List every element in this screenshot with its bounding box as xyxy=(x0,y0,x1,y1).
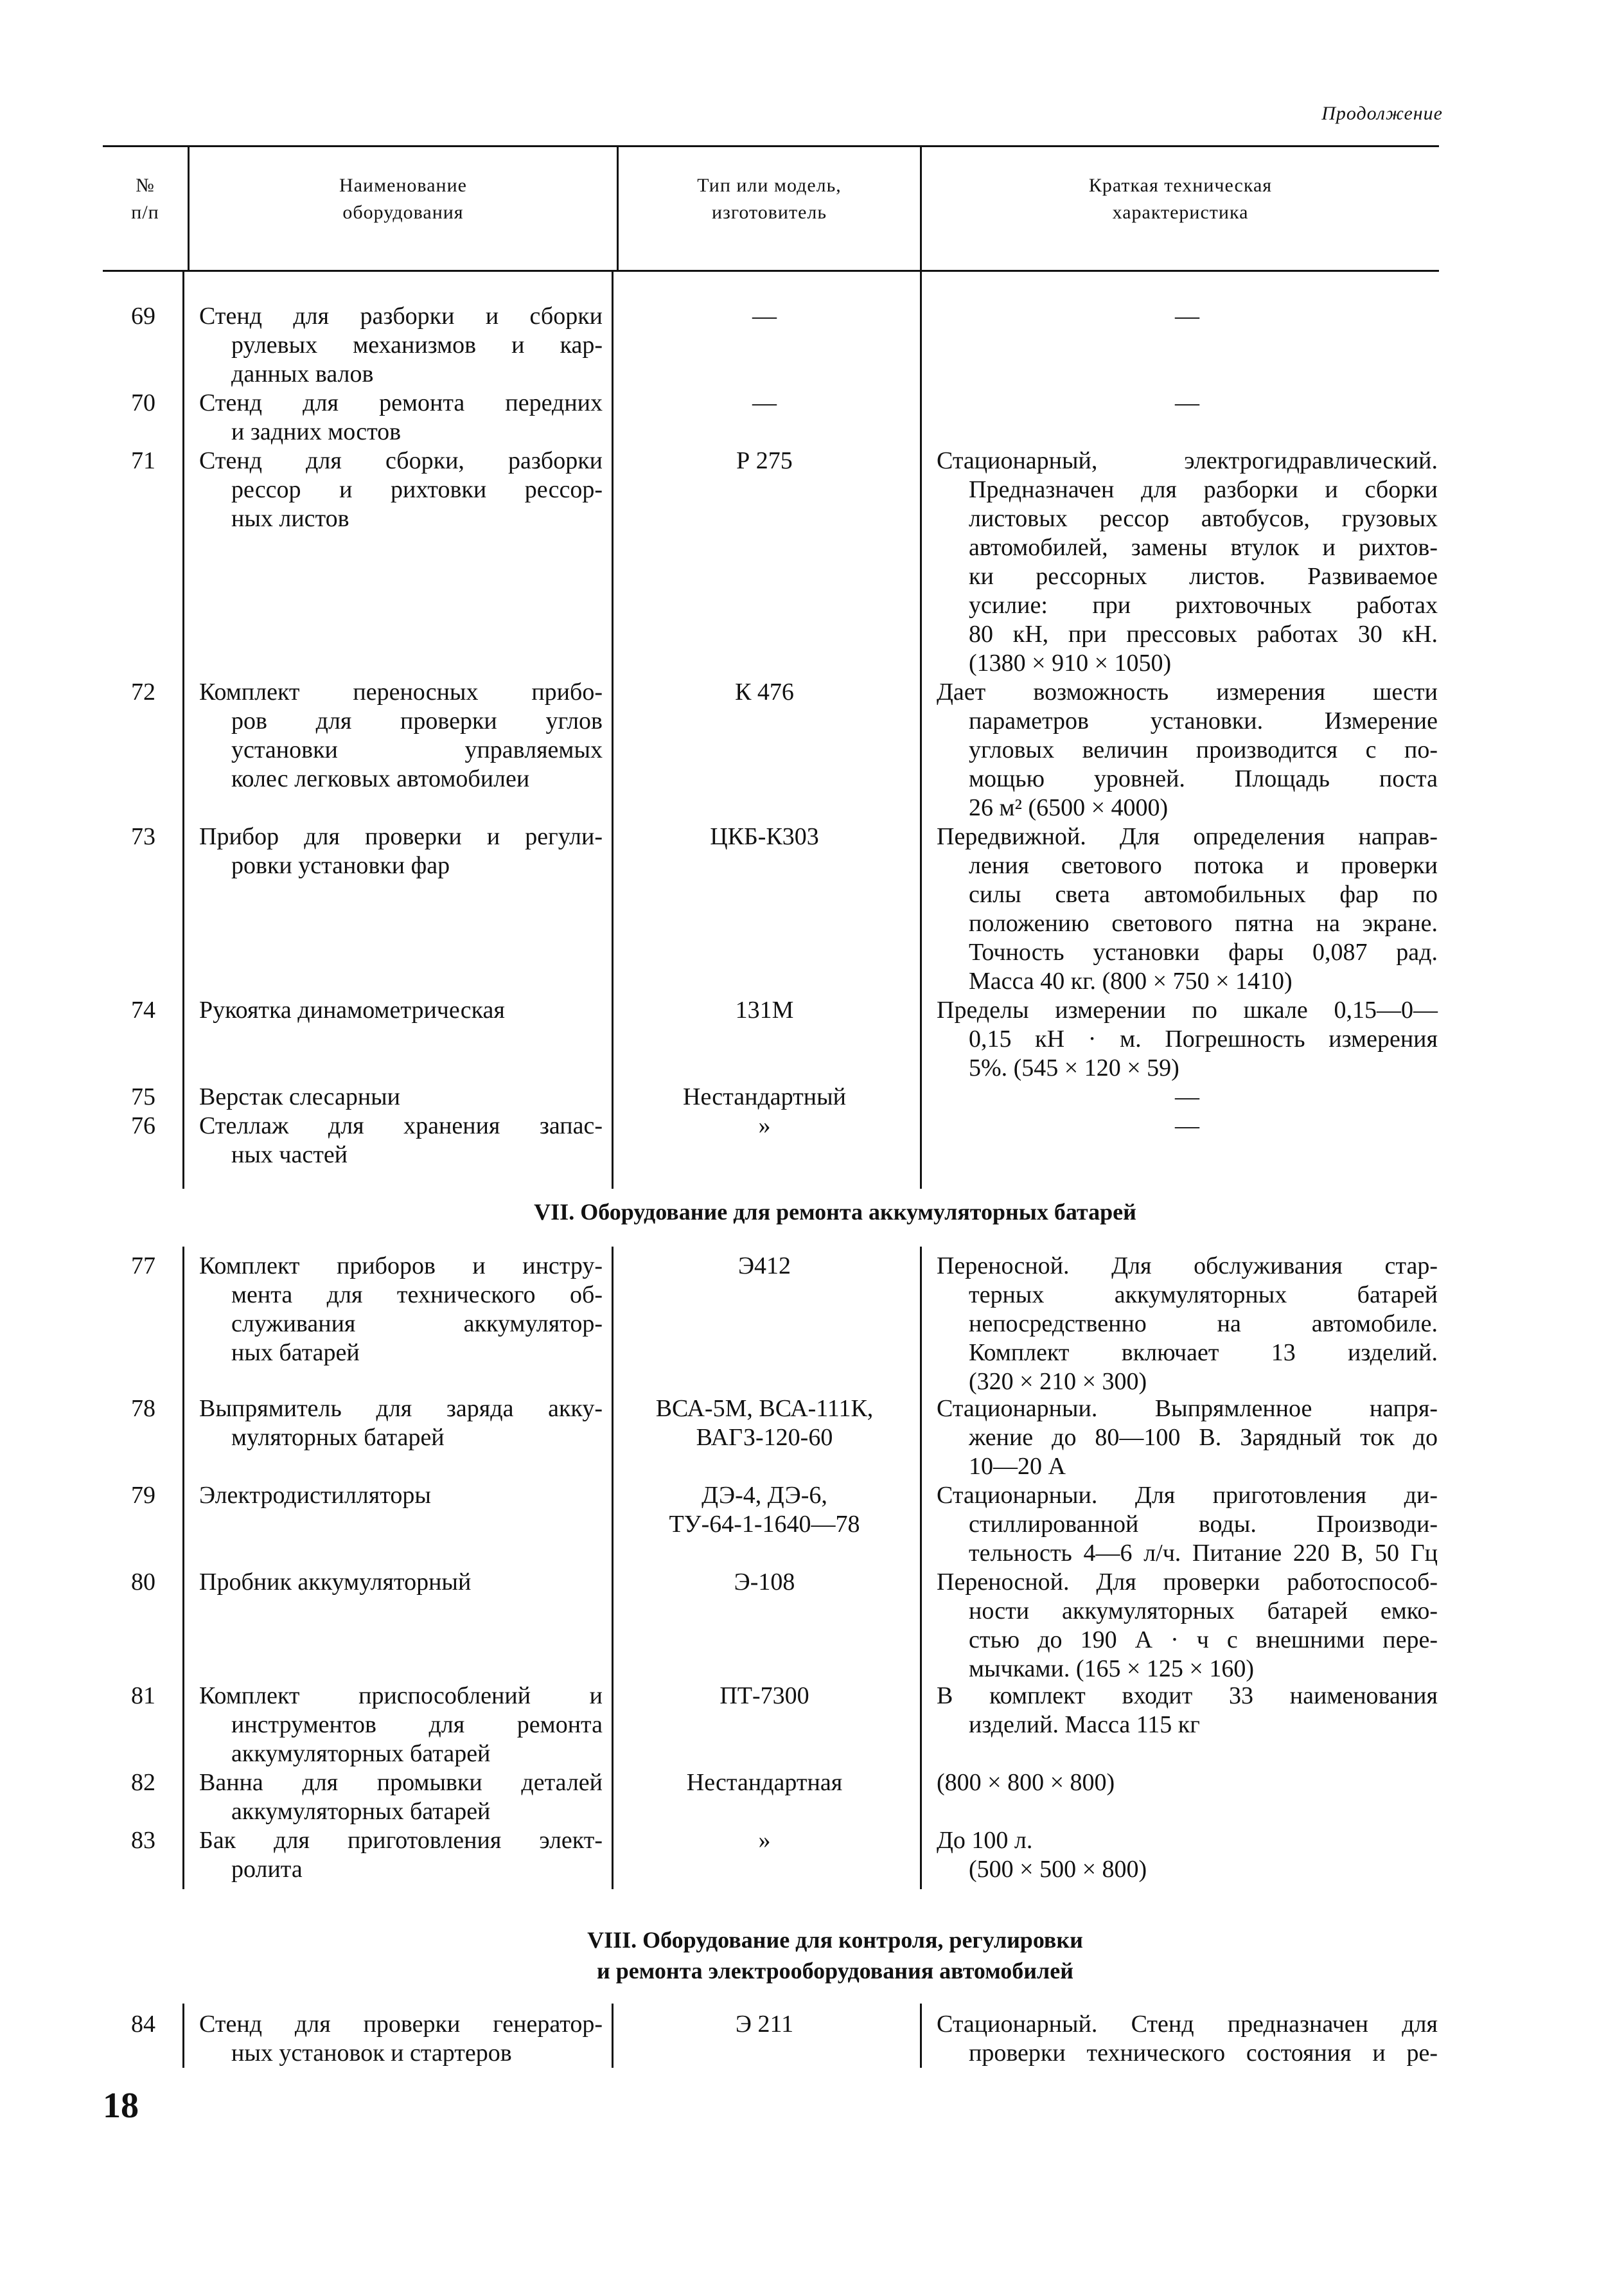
equipment-description: Стационарныи. Для приготовления ди- стиллированной воды. Производи- тельность 4—6 л/ч. Питание 220 В, 50 Гц xyxy=(937,1482,1438,1567)
row-number: 73 xyxy=(131,823,155,850)
page-number: 18 xyxy=(103,2086,139,2126)
equipment-description: Передвижной. Для определения направ- ления светового потока и проверки силы света автомобильных фар по положению светового пятна на экране. Точность установки фары 0,087 рад. Масса 40 кг. (800 × 750 × 1410) xyxy=(937,823,1438,995)
equipment-model: » xyxy=(758,1827,771,1854)
equipment-description: До 100 л. (500 × 500 × 800) xyxy=(937,1827,1147,1883)
equipment-model: Нестандартный xyxy=(683,1083,846,1110)
equipment-model: ЦКБ-К303 xyxy=(710,823,819,850)
row-number: 70 xyxy=(131,389,155,416)
equipment-description: — xyxy=(1175,1112,1199,1139)
equipment-model: Р 275 xyxy=(736,447,793,474)
row-number: 69 xyxy=(131,303,155,330)
equipment-description: Переносной. Для обслуживания стар- терных аккумуляторных батарей непосредственно на автомобиле. Комплект включает 13 изделий. (320 × 210 × 300) xyxy=(937,1252,1438,1395)
body2-divider-1 xyxy=(182,1247,184,1889)
body1-divider-2 xyxy=(612,271,613,1189)
equipment-model: ПТ-7300 xyxy=(719,1682,809,1709)
equipment-name: Стенд для сборки, разборки рессор и рихтовки рессор- ных листов xyxy=(199,447,603,532)
equipment-model: Э-108 xyxy=(734,1569,795,1596)
row-number: 76 xyxy=(131,1112,155,1139)
equipment-name: Стенд для проверки генератор- ных установок и стартеров xyxy=(199,2011,603,2067)
equipment-description: Пределы измерении по шкале 0,15—0— 0,15 кН · м. Погрешность измерения 5%. (545 × 120 × 59) xyxy=(937,997,1438,1081)
equipment-description: Переносной. Для проверки работоспособ- ности аккумуляторных батарей емко- стью до 190 А · ч с внешними пере- мычками. (165 × 125 × 160) xyxy=(937,1569,1438,1682)
section-title-viii: VIII. Оборудование для контроля, регулировки и ремонта электрооборудования автомобилей xyxy=(587,1927,1083,1984)
equipment-model: — xyxy=(752,303,777,330)
row-number: 81 xyxy=(131,1682,155,1709)
equipment-name: Бак для приготовления элект- ролита xyxy=(199,1827,603,1883)
continuation-label: Продолжение xyxy=(1321,103,1443,124)
equipment-name: Пробник аккумуляторный xyxy=(199,1569,472,1596)
table-header-bottom-rule xyxy=(103,270,1439,272)
header-col-model: Тип или модель, изготовитель xyxy=(697,175,842,223)
row-number: 82 xyxy=(131,1769,155,1796)
header-col-name: Наименование оборудования xyxy=(339,175,467,223)
body1-divider-3 xyxy=(920,271,922,1189)
equipment-description: (800 × 800 × 800) xyxy=(937,1769,1115,1796)
equipment-description: Дает возможность измерения шести параметров установки. Измерение угловых величин производится с по- мощью уровней. Площадь поста 26 м² (6500 × 4000) xyxy=(937,679,1438,821)
body1-divider-1 xyxy=(182,271,184,1189)
row-number: 79 xyxy=(131,1482,155,1509)
row-number: 80 xyxy=(131,1569,155,1596)
equipment-description: Стационарныи. Выпрямленное напря- жение до 80—100 В. Зарядный ток до 10—20 А xyxy=(937,1395,1438,1480)
equipment-name: Стенд для ремонта передних и задних мостов xyxy=(199,389,603,445)
row-number: 74 xyxy=(131,997,155,1024)
equipment-description: Стационарный. Стенд предназначен для проверки технического состояния и ре- xyxy=(937,2011,1438,2067)
equipment-description: — xyxy=(1175,303,1199,330)
equipment-name: Электродистилляторы xyxy=(199,1482,431,1509)
equipment-model: Нестандартная xyxy=(686,1769,843,1796)
equipment-name: Верстак слесарныи xyxy=(199,1083,401,1110)
header-col-number: № п/п xyxy=(131,175,159,223)
equipment-name: Прибор для проверки и регули- ровки установки фар xyxy=(199,823,603,879)
equipment-model: К 476 xyxy=(735,679,794,706)
equipment-model: Э412 xyxy=(737,1252,791,1279)
equipment-name: Ванна для промывки деталей аккумуляторных батарей xyxy=(199,1769,603,1825)
row-number: 72 xyxy=(131,679,155,706)
equipment-model: ДЭ-4, ДЭ-6, ТУ-64-1-1640—78 xyxy=(669,1482,860,1538)
row-number: 75 xyxy=(131,1083,155,1110)
table-top-rule xyxy=(103,145,1439,147)
equipment-name: Рукоятка динамометрическая xyxy=(199,997,505,1024)
equipment-model: ВСА-5М, ВСА-111К, ВАГЗ-120-60 xyxy=(655,1395,874,1451)
equipment-model: — xyxy=(752,389,777,416)
equipment-description: — xyxy=(1175,1083,1199,1110)
row-number: 77 xyxy=(131,1252,155,1279)
equipment-name: Выпрямитель для заряда акку- муляторных батарей xyxy=(199,1395,603,1451)
equipment-name: Комплект приспособлений и инструментов для ремонта аккумуляторных батарей xyxy=(199,1682,603,1767)
section-title-vii: VII. Оборудование для ремонта аккумуляторных батарей xyxy=(534,1199,1136,1225)
row-number: 83 xyxy=(131,1827,155,1854)
row-number: 78 xyxy=(131,1395,155,1422)
equipment-description: В комплект входит 33 наименования изделий. Масса 115 кг xyxy=(937,1682,1438,1738)
body2-divider-3 xyxy=(920,1247,922,1889)
equipment-name: Стеллаж для хранения запас- ных частей xyxy=(199,1112,603,1168)
body2-divider-2 xyxy=(612,1247,613,1889)
body3-divider-2 xyxy=(612,2004,613,2068)
equipment-name: Комплект приборов и инстру- мента для технического об- служивания аккумулятор- ных батарей xyxy=(199,1252,603,1366)
equipment-model: 131М xyxy=(735,997,794,1024)
row-number: 84 xyxy=(131,2011,155,2038)
body3-divider-1 xyxy=(182,2004,184,2068)
row-number: 71 xyxy=(131,447,155,474)
body3-divider-3 xyxy=(920,2004,922,2068)
equipment-description: — xyxy=(1175,389,1199,416)
equipment-name: Стенд для разборки и сборки рулевых механизмов и кар- данных валов xyxy=(199,303,603,387)
equipment-description: Стационарный, электрогидравлический. Предназначен для разборки и сборки листовых рессор автобусов, грузовых автомобилей, замены втулок и рихтов- ки рессорных листов. Развиваемое усилие: при рихтовочных работах 80 кН, при прессовых работах 30 кН. (1380 × 910 × 1050) xyxy=(937,447,1438,677)
header-col-description: Краткая техническая характеристика xyxy=(1088,175,1273,223)
equipment-model: » xyxy=(758,1112,771,1139)
equipment-name: Комплект переносных прибо- ров для проверки углов установки управляемых колес легковых автомобилеи xyxy=(199,679,603,792)
equipment-model: Э 211 xyxy=(735,2011,794,2038)
